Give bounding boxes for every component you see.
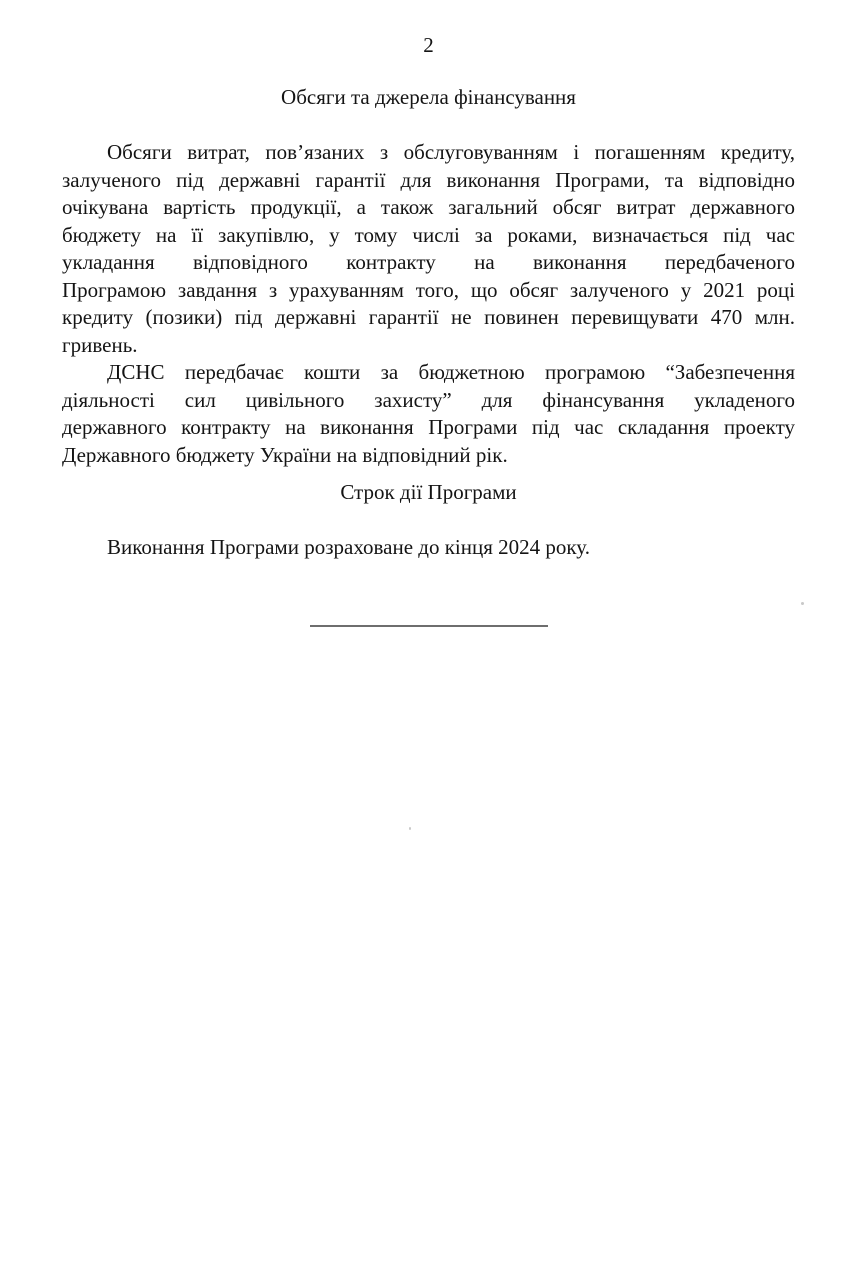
text-line: Державного бюджету України на відповідний рік. [62, 442, 508, 467]
text-line: Обсяги витрат, пов’язаних з обслуговуванням і погашенням кредиту, [107, 140, 795, 164]
text-line: державного контракту на виконання Програми під час складання проекту [62, 415, 795, 439]
text-line: діяльності сил цивільного захисту” для фінансування укладеного [62, 387, 795, 412]
page-content [0, 0, 863, 627]
paragraph-funding-1 [62, 139, 795, 359]
text-line: Виконання Програми розраховане до кінця 2024 року. [107, 534, 590, 559]
text-line: гривень. [62, 332, 138, 357]
text-line: бюджету на її закупівлю, у тому числі за роками, визначається під час [62, 222, 795, 247]
heading-program-term: Строк дії Програми [340, 480, 517, 504]
text-line: кредиту (позики) під державні гарантії не повинен перевищувати 470 млн. [62, 305, 795, 329]
text-line: укладання відповідного контракту на виконання передбаченого [62, 250, 795, 274]
paragraph-funding-2 [62, 359, 795, 469]
text-line: очікувана вартість продукції, а також загальний обсяг витрат державного [62, 195, 795, 219]
paragraph-term [62, 534, 795, 562]
page-number: 2 [423, 33, 434, 57]
scan-speck [801, 602, 804, 605]
text-line: ДСНС передбачає кошти за бюджетною програмою “Забезпечення [107, 360, 795, 384]
scan-speck [409, 827, 411, 830]
text-line: залученого під державні гарантії для виконання Програми, та відповідно [62, 167, 795, 192]
text-line: Програмою завдання з урахуванням того, що обсяг залученого у 2021 році [62, 277, 795, 302]
heading-funding-sources: Обсяги та джерела фінансування [281, 84, 576, 109]
divider-line [310, 625, 548, 627]
